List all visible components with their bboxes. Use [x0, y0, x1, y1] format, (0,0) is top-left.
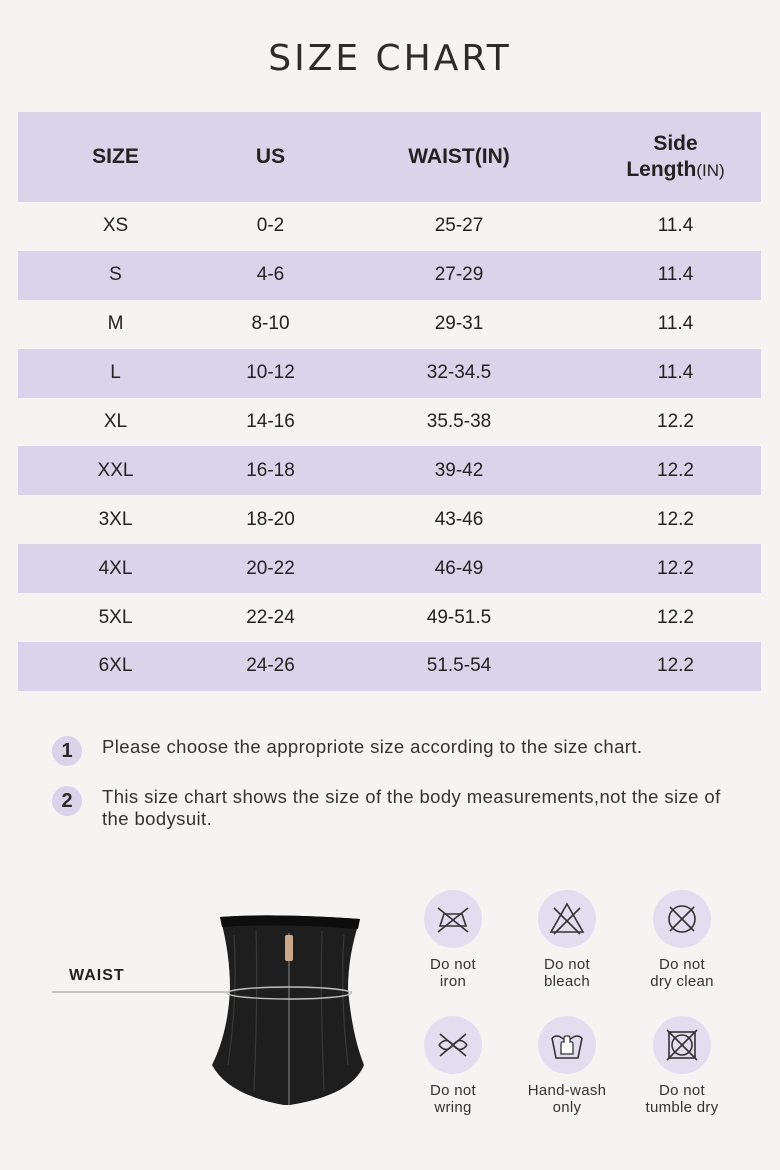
- table-row: [18, 300, 761, 349]
- corset-image: [52, 905, 382, 1115]
- table-row: [18, 593, 761, 642]
- cell-waist: 32-34.5: [426, 362, 492, 384]
- cell-us: 22-24: [246, 606, 295, 628]
- cell-us: 8-10: [251, 313, 290, 335]
- header-size: SIZE: [92, 145, 139, 168]
- care-item: [624, 1016, 740, 1116]
- hand-wash-icon: [538, 1016, 596, 1074]
- note-number-badge: 2: [52, 786, 82, 816]
- waist-label: WAIST: [69, 967, 125, 984]
- cell-waist: 27-29: [434, 264, 484, 286]
- care-label: Do not: [659, 956, 705, 973]
- cell-us: 14-16: [246, 411, 295, 432]
- cell-us: 20-22: [246, 557, 295, 579]
- cell-waist: 46-49: [434, 557, 484, 579]
- care-label: tumble dry: [645, 1099, 719, 1116]
- notes: [52, 736, 752, 850]
- table-header: [18, 112, 761, 202]
- cell-side-length: 12.2: [657, 411, 694, 432]
- cell-size: 4XL: [98, 557, 133, 579]
- care-label: Do not: [544, 956, 590, 973]
- cell-side-length: 12.2: [657, 557, 694, 579]
- care-item: [395, 1016, 511, 1116]
- header-length: Length: [626, 157, 697, 181]
- cell-size: XL: [103, 411, 128, 432]
- do-not-wring-icon: [424, 1016, 482, 1074]
- cell-waist: 49-51.5: [426, 606, 492, 628]
- cell-waist: 51.5-54: [426, 655, 492, 677]
- cell-size: L: [110, 362, 121, 384]
- cell-size: 3XL: [98, 508, 133, 530]
- care-label: wring: [434, 1099, 472, 1116]
- cell-us: 18-20: [246, 508, 295, 530]
- do-not-dry-clean-icon: [653, 890, 711, 948]
- cell-us: 24-26: [246, 655, 295, 677]
- do-not-bleach-icon: [538, 890, 596, 948]
- table-row: [18, 398, 761, 447]
- note-text: Please choose the appropriote size according to the size chart.: [102, 736, 643, 757]
- table-row: [18, 446, 761, 495]
- cell-side-length: 11.4: [657, 215, 694, 237]
- cell-size: XS: [102, 215, 129, 237]
- cell-side-length: 12.2: [657, 508, 694, 530]
- care-label: Do not: [659, 1082, 705, 1099]
- corset-illustration: [52, 905, 382, 1115]
- cell-us: 0-2: [256, 215, 285, 237]
- cell-waist: 25-27: [434, 215, 484, 237]
- cell-waist: 29-31: [434, 313, 484, 335]
- header-us: US: [255, 145, 286, 168]
- cell-side-length: 11.4: [657, 313, 694, 335]
- cell-size: 6XL: [98, 655, 133, 677]
- cell-us: 4-6: [256, 264, 285, 286]
- care-item: [509, 1016, 625, 1116]
- care-label: only: [552, 1099, 582, 1116]
- note-item: [52, 786, 752, 830]
- care-label: iron: [439, 973, 467, 990]
- care-item: [509, 890, 625, 990]
- table-row: [18, 544, 761, 593]
- care-label: bleach: [543, 973, 590, 990]
- cell-size: M: [107, 313, 124, 335]
- cell-size: XXL: [97, 459, 134, 481]
- cell-side-length: 11.4: [657, 264, 694, 286]
- note-text: This size chart shows the size of the body measurements,not the size of the bodysuit.: [102, 786, 721, 829]
- care-label: dry clean: [650, 973, 714, 990]
- care-instructions: [395, 890, 740, 1130]
- care-label: Do not: [430, 1082, 476, 1099]
- note-number-badge: 1: [52, 736, 82, 766]
- do-not-iron-icon: [424, 890, 482, 948]
- care-item: [395, 890, 511, 990]
- cell-us: 16-18: [246, 459, 295, 481]
- care-label: Do not: [430, 956, 476, 973]
- cell-us: 10-12: [246, 362, 295, 384]
- cell-side-length: 12.2: [657, 459, 694, 481]
- header-side-length: [590, 131, 761, 184]
- page-title: SIZE CHART: [268, 38, 512, 79]
- care-item: [624, 890, 740, 990]
- table-row: [18, 495, 761, 544]
- cell-size: 5XL: [98, 606, 133, 628]
- cell-side-length: 12.2: [657, 606, 694, 628]
- table-row: [18, 349, 761, 398]
- note-item: [52, 736, 752, 766]
- cell-size: S: [109, 264, 122, 286]
- cell-waist: 43-46: [434, 508, 484, 530]
- do-not-tumble-dry-icon: [653, 1016, 711, 1074]
- cell-waist: 39-42: [434, 459, 484, 481]
- table-row: [18, 202, 761, 251]
- care-label: Hand-wash: [527, 1082, 607, 1099]
- header-length-unit: (IN): [696, 160, 725, 180]
- cell-side-length: 12.2: [657, 655, 694, 677]
- table-row: [18, 642, 761, 691]
- cell-waist: 35.5-38: [426, 411, 492, 432]
- table-row: [18, 251, 761, 300]
- header-waist: WAIST(IN): [408, 145, 510, 168]
- cell-side-length: 11.4: [657, 362, 694, 384]
- size-table: [18, 112, 761, 691]
- header-side: Side: [653, 131, 698, 155]
